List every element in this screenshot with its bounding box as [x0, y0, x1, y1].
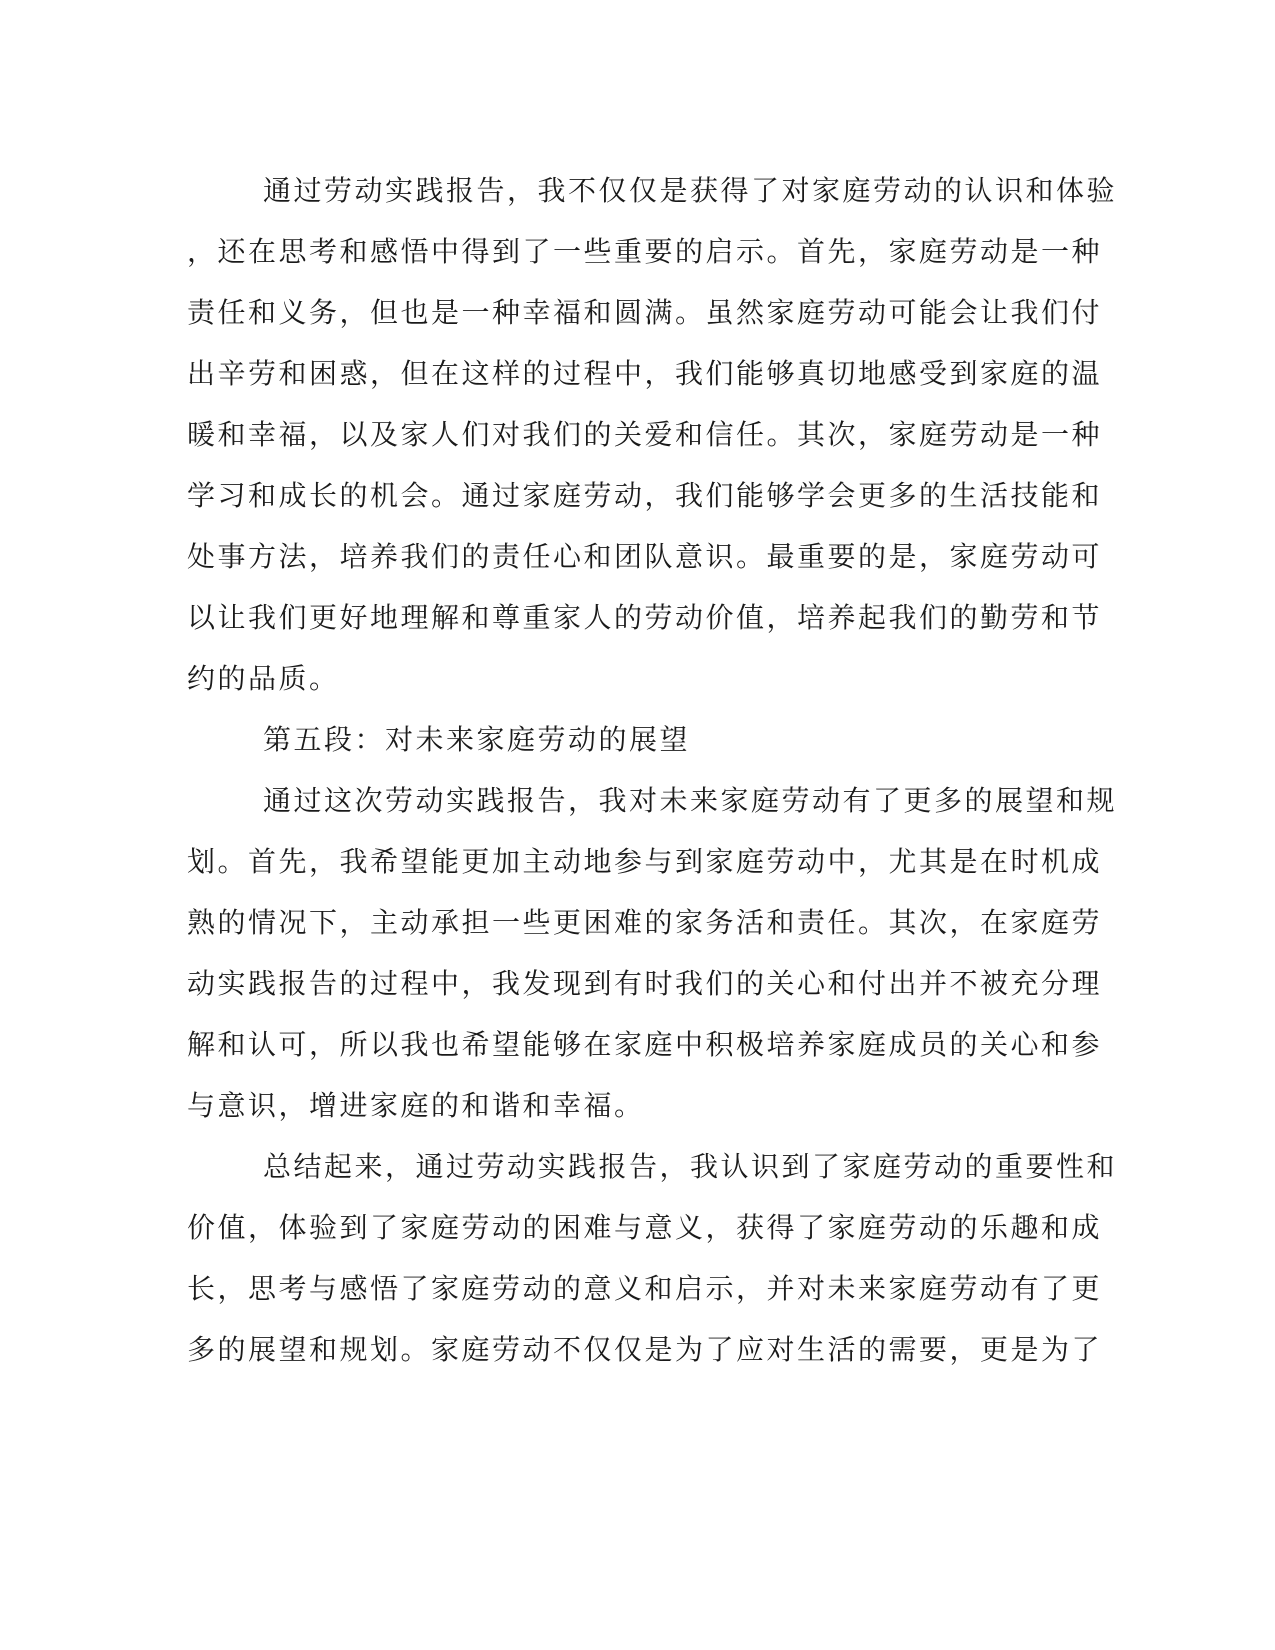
text-line: 价值，体验到了家庭劳动的困难与意义，获得了家庭劳动的乐趣和成	[187, 1211, 1103, 1244]
document-body	[187, 160, 1118, 1380]
text-line: 划。首先，我希望能更加主动地参与到家庭劳动中，尤其是在时机成	[187, 845, 1103, 878]
text-line: 以让我们更好地理解和尊重家人的劳动价值，培养起我们的勤劳和节	[187, 601, 1103, 634]
text-line: 动实践报告的过程中，我发现到有时我们的关心和付出并不被充分理	[187, 967, 1103, 1000]
text-line: 熟的情况下，主动承担一些更困难的家务活和责任。其次，在家庭劳	[187, 906, 1103, 939]
text-line: ，还在思考和感悟中得到了一些重要的启示。首先，家庭劳动是一种	[187, 235, 1103, 268]
paragraph-outlook	[187, 770, 1118, 1136]
text-line: 处事方法，培养我们的责任心和团队意识。最重要的是，家庭劳动可	[187, 540, 1103, 573]
text-line: 通过劳动实践报告，我不仅仅是获得了对家庭劳动的认识和体验	[263, 174, 1118, 207]
text-line: 暖和幸福，以及家人们对我们的关爱和信任。其次，家庭劳动是一种	[187, 418, 1103, 451]
text-line: 与意识，增进家庭的和谐和幸福。	[187, 1089, 645, 1122]
text-line: 出辛劳和困惑，但在这样的过程中，我们能够真切地感受到家庭的温	[187, 357, 1103, 390]
section-heading-text: 第五段：对未来家庭劳动的展望	[263, 723, 691, 756]
text-line: 责任和义务，但也是一种幸福和圆满。虽然家庭劳动可能会让我们付	[187, 296, 1103, 329]
section-heading	[187, 709, 1067, 770]
paragraph-insights	[187, 160, 1118, 709]
text-line: 学习和成长的机会。通过家庭劳动，我们能够学会更多的生活技能和	[187, 479, 1103, 512]
text-line: 解和认可，所以我也希望能够在家庭中积极培养家庭成员的关心和参	[187, 1028, 1103, 1061]
text-line: 多的展望和规划。家庭劳动不仅仅是为了应对生活的需要，更是为了	[187, 1333, 1103, 1366]
text-line: 总结起来，通过劳动实践报告，我认识到了家庭劳动的重要性和	[263, 1150, 1118, 1183]
text-line: 约的品质。	[187, 662, 340, 695]
text-line: 通过这次劳动实践报告，我对未来家庭劳动有了更多的展望和规	[263, 784, 1118, 817]
text-line: 长，思考与感悟了家庭劳动的意义和启示，并对未来家庭劳动有了更	[187, 1272, 1103, 1305]
paragraph-summary	[187, 1136, 1118, 1380]
